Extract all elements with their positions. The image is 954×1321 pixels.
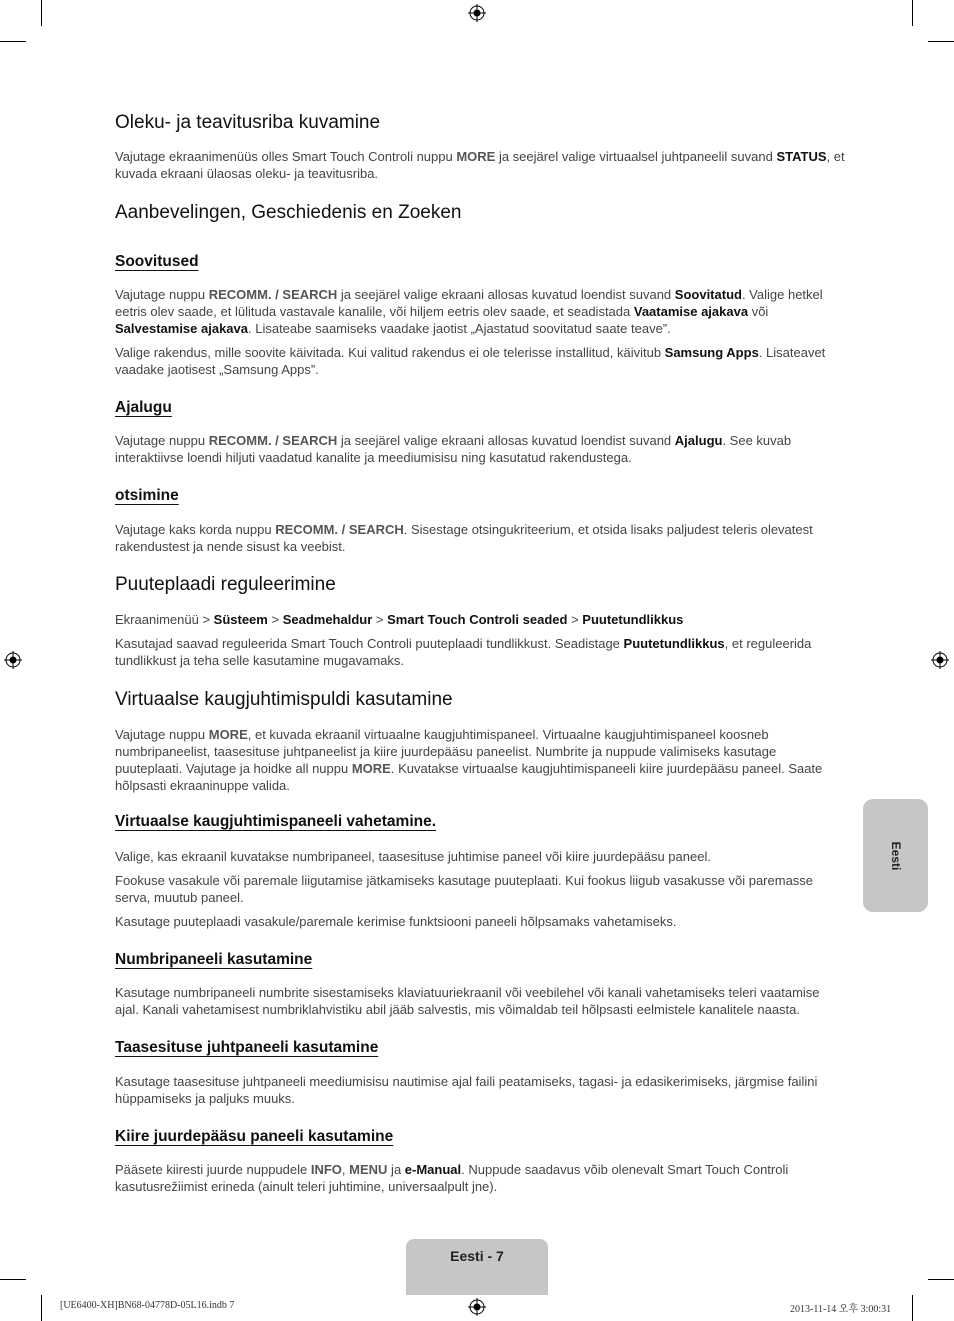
- paragraph: Pääsete kiiresti juurde nuppudele INFO, MENU ja e-Manual. Nuppude saadavus võib olenevalt Smart Touch Controli kasutusrežiimist erineda (ainult teleri juhtimine, universaalpult jne).: [115, 1162, 789, 1194]
- crop-mark: [0, 1279, 26, 1280]
- paragraph: Vajutage nuppu RECOMM. / SEARCH ja seejärel valige ekraani allosas kuvatud loendist suvand Soovitatud. Valige hetkel eetris olev saade, et lülituda vastavale kanalile, või hiljem eetris olev saade, et seadistada Vaatamise ajakava või Salvestamise ajakava. Lisateabe saamiseks vaadake jaotist „Ajastatud soovitatud saate teave”.: [115, 287, 823, 336]
- crop-mark: [912, 1295, 913, 1321]
- subsection-title-otsimine: otsimine: [115, 487, 179, 504]
- crop-mark: [41, 0, 42, 26]
- registration-mark-icon: [4, 651, 22, 669]
- language-side-tab: [863, 799, 928, 912]
- paragraph: Kasutage taasesituse juhtpaneeli meediumisisu nautimise ajal faili peatamiseks, tagasi- ja edasikerimiseks, järgmise failini hüppamiseks ja paljuks muuks.: [115, 1074, 818, 1106]
- crop-mark: [912, 0, 913, 26]
- page-number-box: [406, 1239, 548, 1295]
- subsection-title-switch: Virtuaalse kaugjuhtimispaneeli vahetamine.: [115, 813, 437, 830]
- subsection-title-playback: Taasesituse juhtpaneeli kasutamine: [115, 1039, 379, 1056]
- section-title-status: Oleku- ja teavitusriba kuvamine: [115, 112, 381, 133]
- print-slug-file: [UE6400-XH]BN68-04778D-05L16.indb 7: [60, 1300, 235, 1311]
- section-title-touchpad: Puuteplaadi reguleerimine: [115, 574, 336, 595]
- crop-mark: [928, 1279, 954, 1280]
- paragraph: Valige, kas ekraanil kuvatakse numbripaneel, taasesituse juhtimise paneel või kiire juurdepääsu paneel.: [115, 849, 711, 864]
- paragraph: Valige rakendus, mille soovite käivitada. Kui valitud rakendus ei ole telerisse installitud, käivitub Samsung Apps. Lisateavet vaadake jaotisest „Samsung Apps”.: [115, 345, 826, 377]
- registration-mark-icon: [468, 4, 486, 22]
- paragraph: Kasutajad saavad reguleerida Smart Touch Controli puuteplaadi tundlikkust. Seadistage Puutetundlikkus, et reguleerida tundlikkust ja teha selle kasutamine mugavamaks.: [115, 636, 812, 668]
- section-title-virtual: Virtuaalse kaugjuhtimispuldi kasutamine: [115, 689, 453, 710]
- print-slug-date: 2013-11-14 오후 3:00:31: [790, 1304, 892, 1315]
- paragraph: Vajutage nuppu RECOMM. / SEARCH ja seejärel valige ekraani allosas kuvatud loendist suvand Ajalugu. See kuvab interaktiivse loendi hiljuti vaadatud kanalite ja meediumisisu ning kasutatud rakendustega.: [115, 433, 792, 465]
- menu-path: Ekraanimenüü > Süsteem > Seadmehaldur > Smart Touch Controli seaded > Puutetundlikkus: [115, 612, 684, 627]
- subsection-title-ajalugu: Ajalugu: [115, 399, 172, 416]
- crop-mark: [928, 41, 954, 42]
- crop-mark: [0, 41, 26, 42]
- page-number: Eesti - 7: [450, 1248, 504, 1264]
- subsection-title-numpad: Numbripaneeli kasutamine: [115, 951, 313, 968]
- paragraph: Vajutage kaks korda nuppu RECOMM. / SEARCH. Sisestage otsingukriteerium, et otsida lisaks paljudest teleris olevatest rakendustest ja nende sisust ka veebist.: [115, 522, 813, 554]
- registration-mark-icon: [931, 651, 949, 669]
- paragraph: Vajutage nuppu MORE, et kuvada ekraanil virtuaalne kaugjuhtimispaneel. Virtuaalne kaugjuhtimispaneel koosneb numbripaneelist, taasesituse juhtpaneelist ja kiire juurdepääsu paneelist. Numbrite ja nuppude valimiseks kasutage puuteplaati. Vajutage ja hoidke all nuppu MORE. Kuvatakse virtuaalse kaugjuhtimispaneeli kiire juurdepääsu paneel. Saate hõlpsasti ekraaninuppe valida.: [115, 727, 823, 793]
- paragraph: Kasutage puuteplaadi vasakule/paremale kerimise funktsiooni paneeli hõlpsamaks vahetamiseks.: [115, 914, 677, 929]
- crop-mark: [41, 1295, 42, 1321]
- subsection-title-quick: Kiire juurdepääsu paneeli kasutamine: [115, 1128, 394, 1145]
- language-tab-label: Eesti: [888, 841, 903, 870]
- section-title-recomm: Aanbevelingen, Geschiedenis en Zoeken: [115, 202, 462, 223]
- registration-mark-icon: [468, 1298, 486, 1316]
- paragraph: Fookuse vasakule või paremale liigutamise jätkamiseks kasutage puuteplaati. Kui fookus liigub vasakusse või paremasse serva, muutub paneel.: [115, 873, 814, 905]
- paragraph: Vajutage ekraanimenüüs olles Smart Touch Controli nuppu MORE ja seejärel valige virtuaalsel juhtpaneelil suvand STATUS, et kuvada ekraani ülaosas oleku- ja teavitusriba.: [115, 149, 845, 181]
- subsection-title-soovitused: Soovitused: [115, 253, 199, 270]
- paragraph: Kasutage numbripaneeli numbrite sisestamiseks klaviatuuriekraanil või veebilehel või kanali vahetamiseks teleri vaatamise ajal. Kanali vahetamisest numbriklahvistiku abil jääb salvestis, mis võimaldab teil hõlpsasti eelmistele kanalitele naasta.: [115, 985, 820, 1017]
